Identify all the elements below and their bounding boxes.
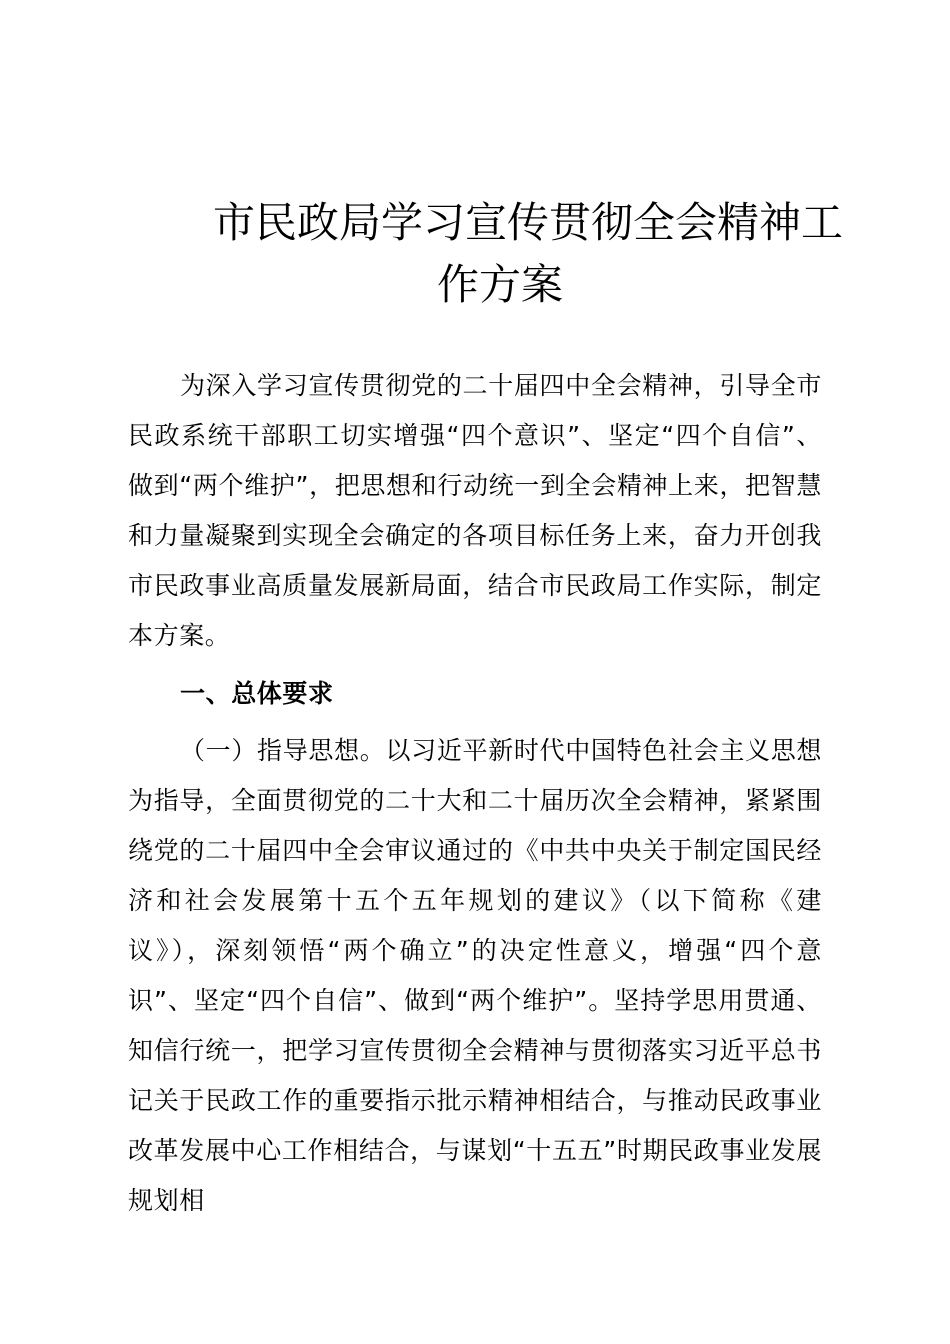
document-title [120, 192, 880, 316]
document-title-line-1: 市民政局学习宣传贯彻全会精神工 [212, 198, 843, 247]
intro-paragraph: 为深入学习宣传贯彻党的二十届四中全会精神，引导全市民政系统干部职工切实增强“四个意识”、坚定“四个自信”、做到“两个维护”，把思想和行动统一到全会精神上来，把智慧和力量凝聚到实现全会确定的各项目标任务上来，奋力开创我市民政事业高质量发展新局面，结合市民政局工作实际，制定本方案。 [128, 371, 822, 650]
section-1-body [128, 726, 822, 1226]
document-title-line-2: 作方案 [436, 260, 563, 309]
intro-section [128, 361, 822, 661]
section-1 [128, 669, 822, 719]
section-1-heading: 一、总体要求 [180, 679, 334, 708]
guiding-thought-paragraph: （一）指导思想。以习近平新时代中国特色社会主义思想为指导，全面贯彻党的二十大和二十届历次全会精神，紧紧围绕党的二十届四中全会审议通过的《中共中央关于制定国民经济和社会发展第十五个五年规划的建议》（以下简称《建议》），深刻领悟“两个确立”的决定性意义，增强“四个意识”、坚定“四个自信”、做到“两个维护”。坚持学思用贯通、知信行统一，把学习宣传贯彻全会精神与贯彻落实习近平总书记关于民政工作的重要指示批示精神相结合，与推动民政事业改革发展中心工作相结合，与谋划“十五五”时期民政事业发展规划相 [128, 736, 822, 1215]
